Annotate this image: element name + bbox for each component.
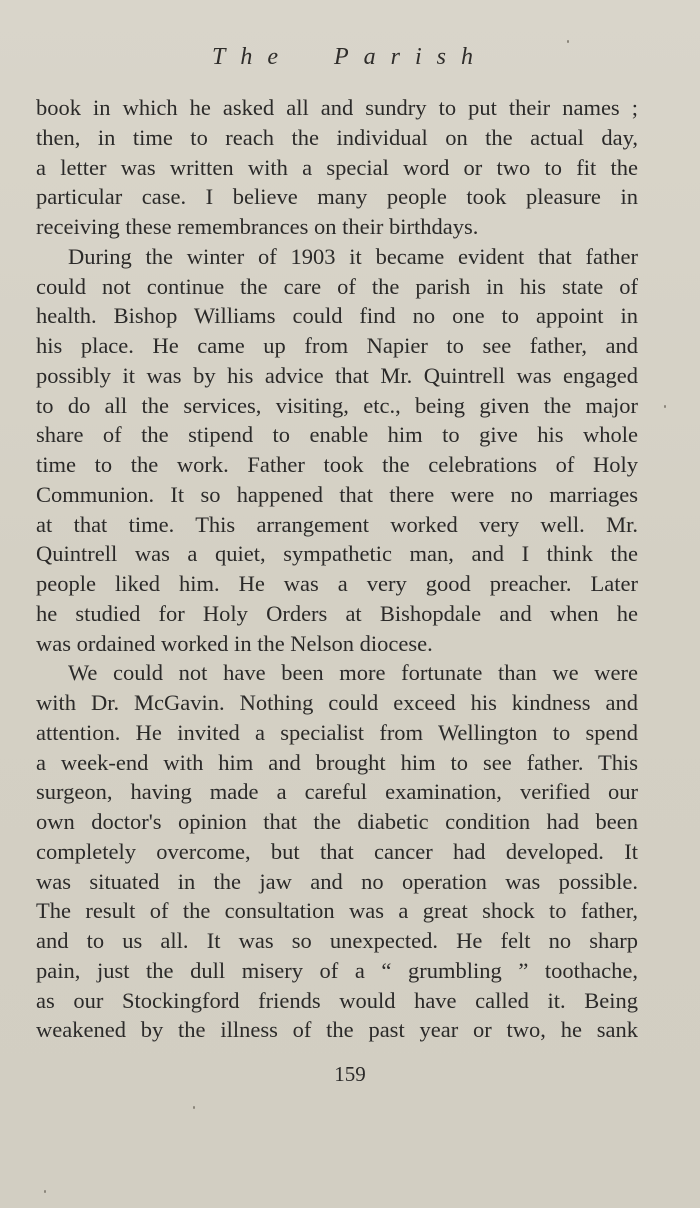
paragraph	[36, 93, 638, 242]
text-line: We could not have been more fortunate than we were	[68, 660, 638, 686]
text-line: health. Bishop Williams could find no one to appoint in	[36, 303, 638, 329]
paper-speck	[567, 40, 569, 43]
text-line: to do all the services, visiting, etc., being given the major	[36, 392, 638, 418]
text-line: share of the stipend to enable him to give his whole	[36, 422, 638, 448]
text-line: completely overcome, but that cancer had developed. It	[36, 838, 638, 864]
text-line: his place. He came up from Napier to see father, and	[36, 333, 638, 358]
paragraph	[36, 658, 638, 1045]
text-line: Quintrell was a quiet, sympathetic man, and I think the	[36, 541, 638, 567]
text-line: During the winter of 1903 it became evident that father	[68, 243, 638, 269]
text-line: time to the work. Father took the celebrations of Holy	[36, 452, 638, 477]
text-line: own doctor's opinion that the diabetic condition had been	[36, 809, 638, 834]
text-line: surgeon, having made a careful examination, verified our	[36, 779, 638, 805]
paper-speck	[193, 1106, 195, 1109]
text-line: attention. He invited a specialist from Wellington to spend	[36, 719, 638, 745]
text-line: could not continue the care of the parish in his state of	[36, 273, 638, 299]
text-line: weakened by the illness of the past year or two, he sank	[36, 1017, 638, 1043]
running-head: The Parish	[211, 44, 488, 70]
body-text	[36, 93, 638, 1045]
text-line: with Dr. McGavin. Nothing could exceed his kindness and	[36, 690, 638, 715]
text-line: at that time. This arrangement worked very well. Mr.	[36, 511, 638, 537]
text-line: then, in time to reach the individual on the actual day,	[36, 124, 638, 150]
text-line: a letter was written with a special word or two to fit the	[36, 154, 638, 180]
page-number: 159	[334, 1062, 366, 1086]
paper-speck	[664, 405, 666, 408]
text-line: people liked him. He was a very good preacher. Later	[36, 571, 638, 596]
paragraph	[36, 242, 638, 659]
text-line: was situated in the jaw and no operation was possible.	[36, 868, 638, 894]
text-line: Communion. It so happened that there were no marriages	[36, 481, 638, 507]
text-line: possibly it was by his advice that Mr. Quintrell was engaged	[36, 362, 638, 388]
text-line: receiving these remembrances on their birthdays.	[36, 214, 479, 239]
text-line: and to us all. It was so unexpected. He felt no sharp	[36, 928, 638, 953]
text-line: book in which he asked all and sundry to put their names ;	[36, 95, 638, 120]
text-line: a week-end with him and brought him to see father. This	[36, 749, 638, 775]
text-line: pain, just the dull misery of a “ grumbling ” toothache,	[36, 957, 638, 983]
text-line: particular case. I believe many people took pleasure in	[36, 184, 638, 210]
text-line: was ordained worked in the Nelson diocese.	[36, 630, 433, 656]
text-line: he studied for Holy Orders at Bishopdale and when he	[36, 600, 638, 626]
text-line: The result of the consultation was a great shock to father,	[36, 898, 638, 924]
text-line: as our Stockingford friends would have called it. Being	[36, 987, 638, 1013]
paper-speck	[44, 1190, 46, 1193]
